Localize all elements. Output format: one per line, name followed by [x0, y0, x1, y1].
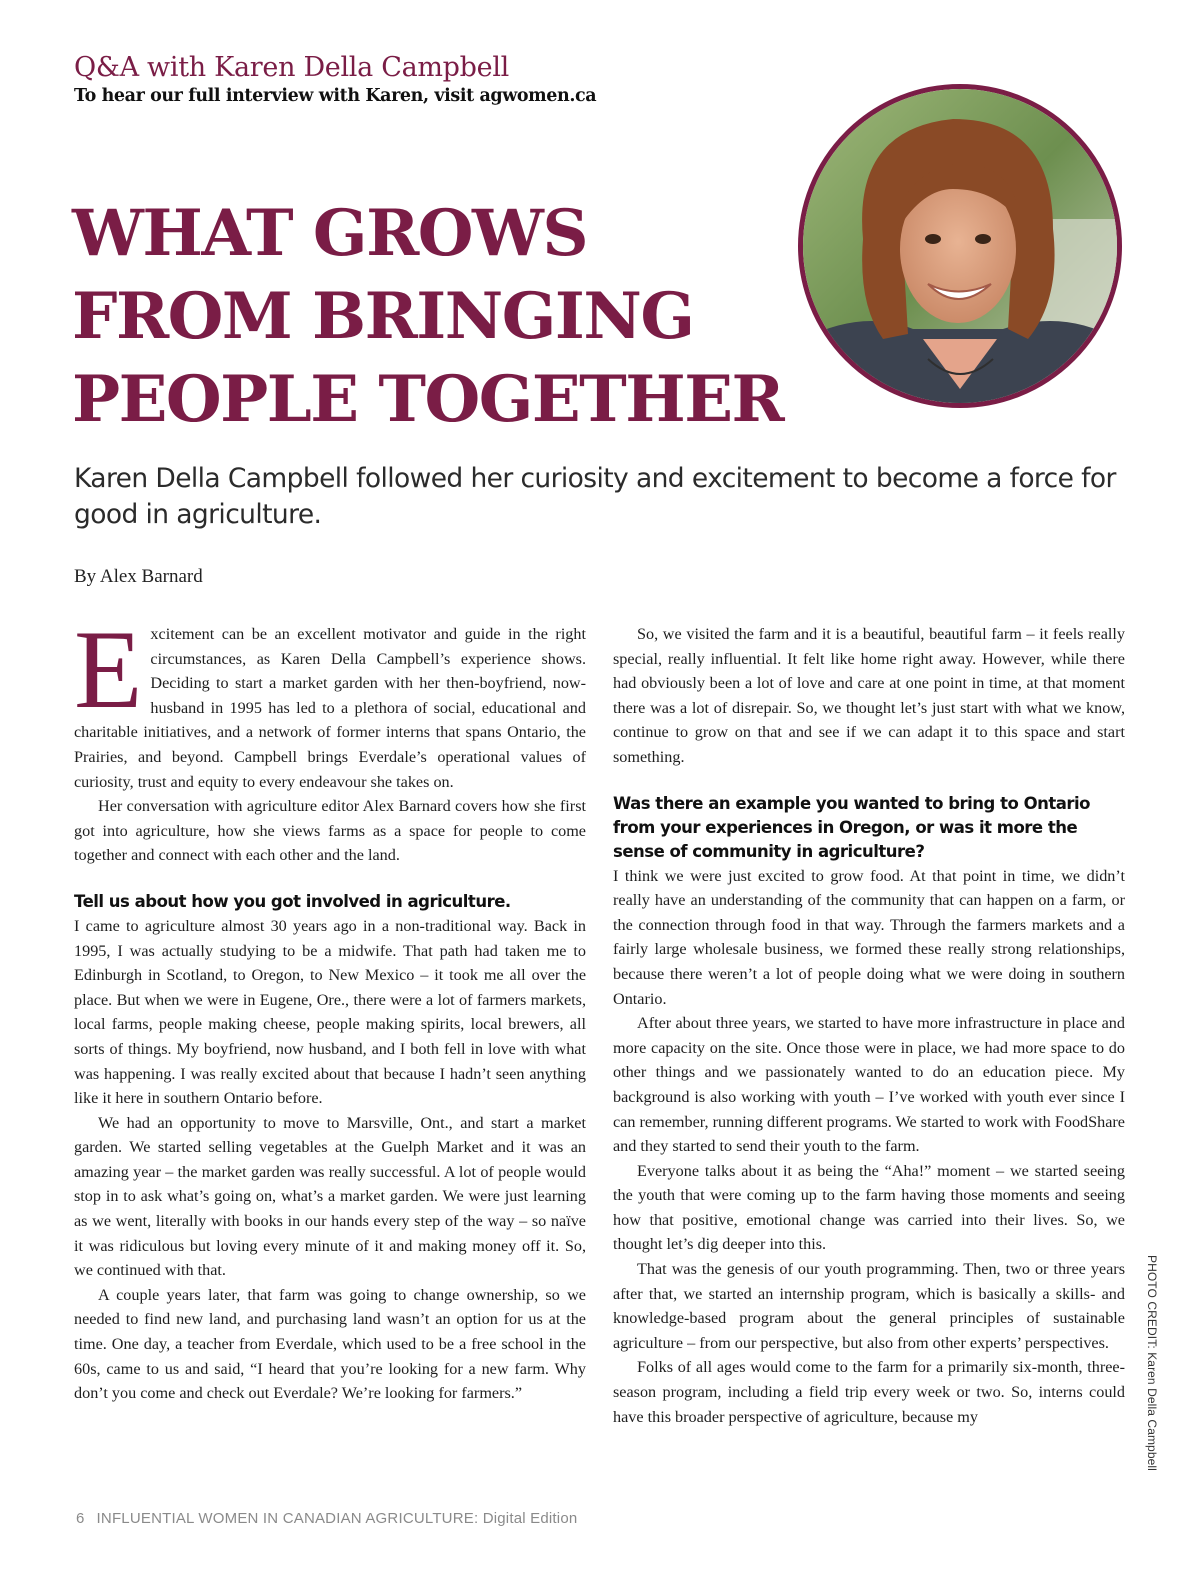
byline: By Alex Barnard	[74, 566, 203, 587]
article-column-right	[613, 622, 1125, 1429]
answer-1-paragraph-1: I came to agriculture almost 30 years ago in a non-traditional way. Back in 1995, I was actually studying to be a midwife. That path had taken me to Edinburgh in Scotland, to Oregon, to New Mexico – it took me all over the place. But when we were in Eugene, Ore., there were a lot of farmers markets, local farms, people making cheese, people making spirits, local brewers, all sorts of things. My boyfriend, now husband, and I both fell in love with what was happening. I was really excited about that because I hadn’t seen anything like it here in southern Ontario before.	[74, 916, 586, 1108]
interview-link-line[interactable]: To hear our full interview with Karen, visit agwomen.ca	[74, 86, 597, 106]
intro-paragraph-1-text: xcitement can be an excellent motivator and guide in the right circumstances, as Karen Della Campbell’s experience shows. Deciding to start a market garden with her then-boyfriend, now-husband in 1995 has led to a plethora of social, educational and charitable initiatives, and a network of former interns that spans Ontario, the Prairies, and beyond. Campbell brings Everdale’s operational values of curiosity, trust and equity to every endeavour she takes on.	[74, 625, 586, 791]
kicker: Q&A with Karen Della Campbell	[74, 52, 509, 83]
question-2: Was there an example you wanted to bring to Ontario from your experiences in Oregon, or was it more the sense of community in agriculture?	[613, 793, 1091, 861]
intro-paragraph-2: Her conversation with agriculture editor Alex Barnard covers how she first got into agriculture, how she views farms as a space for people to come together and connect with each other and the land.	[74, 797, 586, 865]
publication-name: INFLUENTIAL WOMEN IN CANADIAN AGRICULTURE	[96, 1510, 474, 1527]
headline	[72, 192, 812, 441]
answer-1-paragraph-4: So, we visited the farm and it is a beautiful, beautiful farm – it feels really special, really influential. It felt like home right away. However, while there had obviously been a lot of love and care at one point in time, at that moment there was a lot of disrepair. So, we thought let’s just start with what we know, continue to grow on that and see if we can adapt it to this space and start something.	[613, 625, 1125, 766]
answer-2-paragraph-1: I think we were just excited to grow food. At that point in time, we didn’t really have an understanding of the community that can happen on a farm, or the connection through food in that way. Through the farmers markets and a fairly large wholesale business, we formed these really strong relationships, because there weren’t a lot of people doing what we were doing in southern Ontario.	[613, 866, 1125, 1008]
answer-2-paragraph-2: After about three years, we started to have more infrastructure in place and more capacity on the site. Once those were in place, we had more space to do other things and we passionately wanted to do an education piece. My background is also working with youth – I’ve worked with youth ever since I can remember, running different programs. We started to work with FoodShare and they started to send their youth to the farm.	[613, 1014, 1125, 1156]
answer-1-paragraph-2: We had an opportunity to move to Marsville, Ont., and start a market garden. We started selling vegetables at the Guelph Market and it was an amazing year – the market garden was really successful. A lot of people would stop in to ask what’s going on, what’s a market garden. We were just learning as we went, literally with books in our hands every step of the way – so naïve it was ridiculous but loving every minute of it and making money off it. So, we continued with that.	[74, 1113, 586, 1280]
intro-paragraph-1	[74, 608, 586, 794]
answer-2-paragraph-3: Everyone talks about it as being the “Aha!” moment – we started seeing the youth that were coming up to the farm having those moments and seeing how that positive, emotional change was carried into their lives. So, we thought let’s dig deeper into this.	[613, 1161, 1125, 1254]
question-1: Tell us about how you got involved in agriculture.	[74, 891, 511, 911]
headline-line-3: PEOPLE TOGETHER	[72, 362, 784, 437]
headline-line-2: FROM BRINGING	[72, 279, 694, 354]
answer-1-paragraph-3: A couple years later, that farm was going to change ownership, so we needed to find new land, and purchasing land wasn’t an option for us at the time. One day, a teacher from Everdale, which used to be a free school in the 60s, came to us and said, “I heard that you’re looking for a new farm. Why don’t you come and check out Everdale? We’re looking for farmers.”	[74, 1285, 586, 1403]
article-column-left	[74, 608, 586, 1406]
answer-2-paragraph-5: Folks of all ages would come to the farm for a primarily six-month, three-season program, including a field trip every week or two. So, interns could have this broader perspective of agriculture, because my	[613, 1358, 1125, 1426]
drop-cap: E	[74, 608, 143, 732]
page-number: 6	[76, 1510, 85, 1527]
headline-line-1: WHAT GROWS	[72, 196, 588, 271]
photo-credit: PHOTO CREDIT: Karen Della Campbell	[1145, 1255, 1159, 1471]
page-footer	[76, 1510, 577, 1527]
deck: Karen Della Campbell followed her curiosity and excitement to become a force for good in agriculture.	[74, 463, 1116, 530]
portrait-photo	[798, 84, 1122, 408]
edition-label: : Digital Edition	[473, 1510, 578, 1527]
answer-2-paragraph-4: That was the genesis of our youth programming. Then, two or three years after that, we started an internship program, which is basically a skills- and knowledge-based program about the general principles of sustainable agriculture – from our perspective, but also from other experts’ perspectives.	[613, 1260, 1125, 1352]
